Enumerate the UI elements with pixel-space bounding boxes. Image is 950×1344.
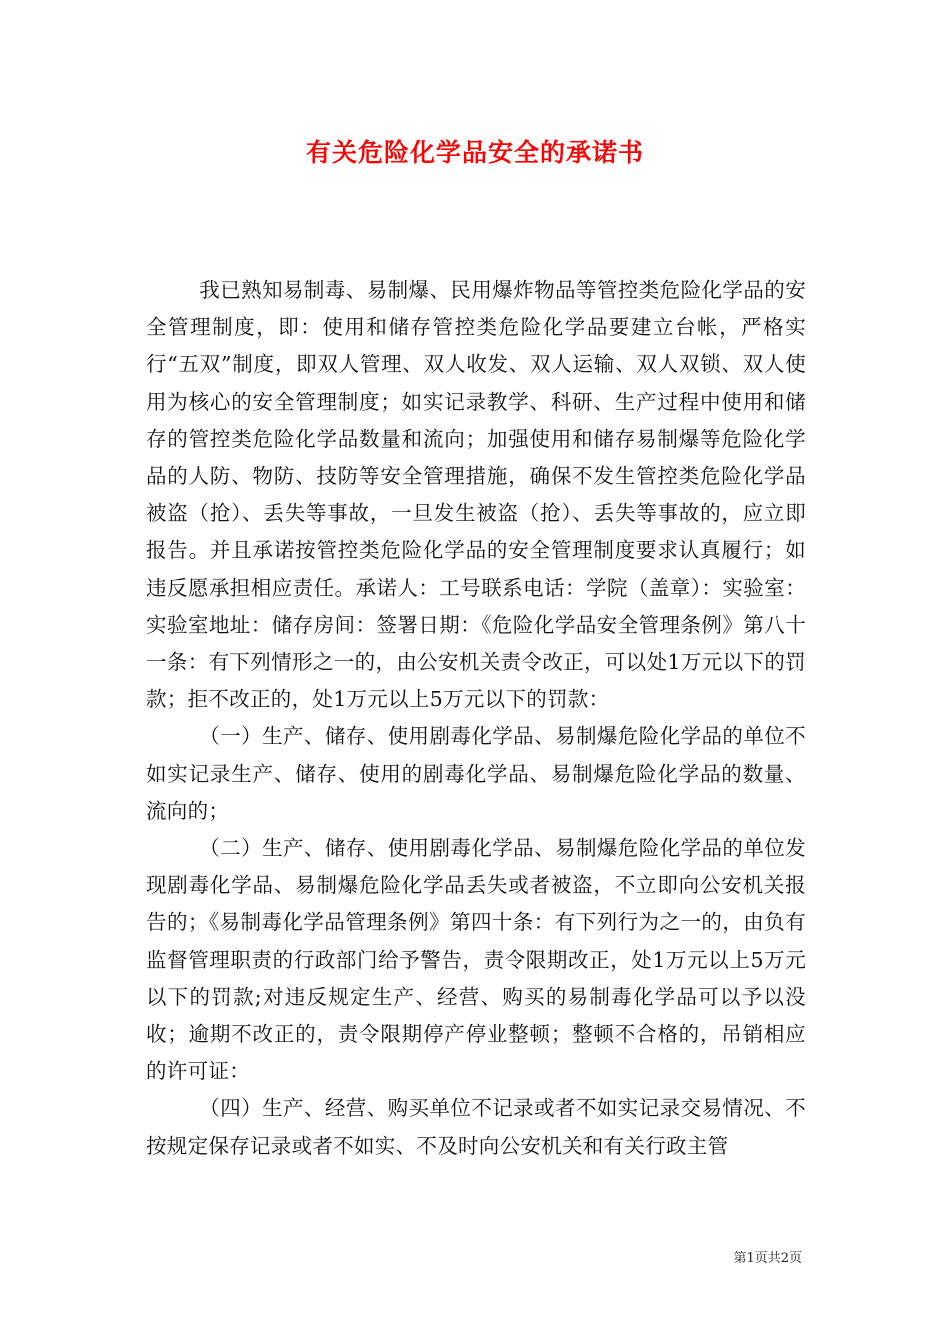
document-body — [146, 272, 806, 1165]
page-number: 第1页共2页 — [733, 1251, 802, 1266]
paragraph-item-2: （二）生产、储存、使用剧毒化学品、易制爆危险化学品的单位发现剧毒化学品、易制爆危险化学品丢失或者被盗，不立即向公安机关报告的；《易制毒化学品管理条例》第四十条：有下列行为之一的，由负有监督管理职责的行政部门给予警告，责令限期改正，处1万元以上5万元以下的罚款;对违反规定生产、经营、购买的易制毒化学品可以予以没收；逾期不改正的，责令限期停产停业整顿；整顿不合格的，吊销相应的许可证： — [146, 836, 806, 1084]
document-title: 有关危险化学品安全的承诺书 — [305, 138, 644, 167]
paragraph-intro: 我已熟知易制毒、易制爆、民用爆炸物品等管控类危险化学品的安全管理制度，即：使用和储存管控类危险化学品要建立台帐，严格实行“五双”制度，即双人管理、双人收发、双人运输、双人双锁、双人使用为核心的安全管理制度；如实记录教学、科研、生产过程中使用和储存的管控类危险化学品数量和流向；加强使用和储存易制爆等危险化学品的人防、物防、技防等安全管理措施，确保不发生管控类危险化学品被盗（抢）、丢失等事故，一旦发生被盗（抢）、丢失等事故的，应立即报告。并且承诺按管控类危险化学品的安全管理制度要求认真履行；如违反愿承担相应责任。承诺人：工号联系电话：学院（盖章）：实验室：实验室地址：储存房间：签署日期：《危险化学品安全管理条例》第八十一条：有下列情形之一的，由公安机关责令改正，可以处1万元以下的罚款；拒不改正的，处1万元以上5万元以下的罚款： — [146, 278, 806, 712]
paragraph-item-1: （一）生产、储存、使用剧毒化学品、易制爆危险化学品的单位不如实记录生产、储存、使用的剧毒化学品、易制爆危险化学品的数量、流向的； — [146, 724, 806, 823]
paragraph-item-4: （四）生产、经营、购买单位不记录或者不如实记录交易情况、不按规定保存记录或者不如实、不及时向公安机关和有关行政主管 — [146, 1096, 806, 1158]
